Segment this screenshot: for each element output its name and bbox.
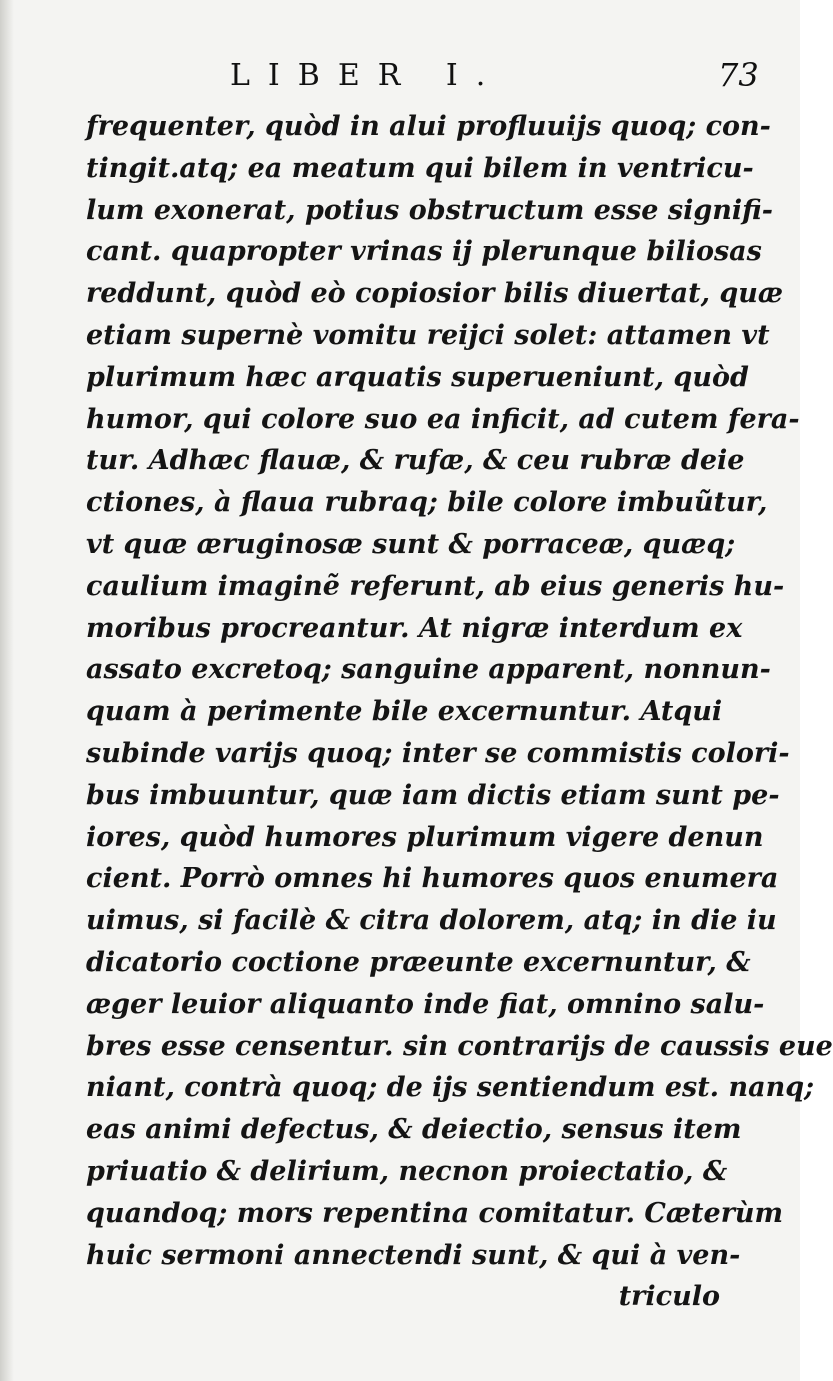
text-line: humor, qui colore suo ea inficit, ad cutem fera- (86, 403, 800, 435)
text-line: tur. Adhæc flauæ, & rufæ, & ceu rubræ deie (86, 445, 745, 477)
text-line: subinde varijs quoq; inter se commistis colori- (86, 737, 790, 769)
text-line: priuatio & delirium, necnon proiectatio, & (86, 1155, 728, 1187)
text-line: moribus procreantur. At nigræ interdum ex (86, 612, 743, 644)
text-line: plurimum hæc arquatis superueniunt, quòd (86, 361, 749, 393)
text-line: dicatorio coctione præeunte excernuntur, & (86, 946, 751, 978)
text-line: eas animi defectus, & deiectio, sensus item (86, 1114, 742, 1146)
text-line: reddunt, quòd eò copiosior bilis diuertat, quæ (86, 278, 784, 310)
text-line: etiam supernè vomitu reijci solet: attamen vt (86, 319, 770, 351)
text-line: caulium imaginẽ referunt, ab eius generis hu- (86, 570, 785, 602)
text-line: huic sermoni annectendi sunt, & qui à ven- (86, 1239, 741, 1271)
text-line: bus imbuuntur, quæ iam dictis etiam sunt pe- (86, 779, 780, 811)
text-line: assato excretoq; sanguine apparent, nonnun- (86, 654, 771, 686)
page-edge-shadow (0, 0, 14, 1381)
text-line: iores, quòd humores plurimum vigere denun (86, 821, 764, 853)
text-line: lum exonerat, potius obstructum esse signifi- (86, 194, 773, 226)
text-line: æger leuior aliquanto inde fiat, omnino salu- (86, 988, 765, 1020)
text-line: vt quæ æruginosæ sunt & porraceæ, quæq; (86, 528, 736, 560)
running-head: LIBER I. (230, 58, 504, 93)
text-line: cient. Porrò omnes hi humores quos enumera (86, 863, 779, 895)
text-line: ctiones, à flaua rubraq; bile colore imbuũtur, (86, 487, 768, 519)
text-line: tingit.atq; ea meatum qui bilem in ventricu- (86, 152, 754, 184)
page-number: 73 (718, 56, 759, 94)
text-line: bres esse censentur. sin contrarijs de caussis eue (86, 1030, 833, 1062)
body-text (86, 106, 833, 1318)
text-line: uimus, si facilè & citra dolorem, atq; in die iu (86, 905, 777, 937)
text-line: frequenter, quòd in alui profluuijs quoq; con- (86, 111, 771, 142)
text-line: cant. quapropter vrinas ij plerunque biliosas (86, 236, 762, 268)
text-line: niant, contrà quoq; de ijs sentiendum est. nanq; (86, 1072, 815, 1104)
catchword: triculo (618, 1281, 720, 1313)
text-line: quam à perimente bile excernuntur. Atqui (86, 696, 723, 728)
text-line: quandoq; mors repentina comitatur. Cæterùm (86, 1197, 784, 1229)
